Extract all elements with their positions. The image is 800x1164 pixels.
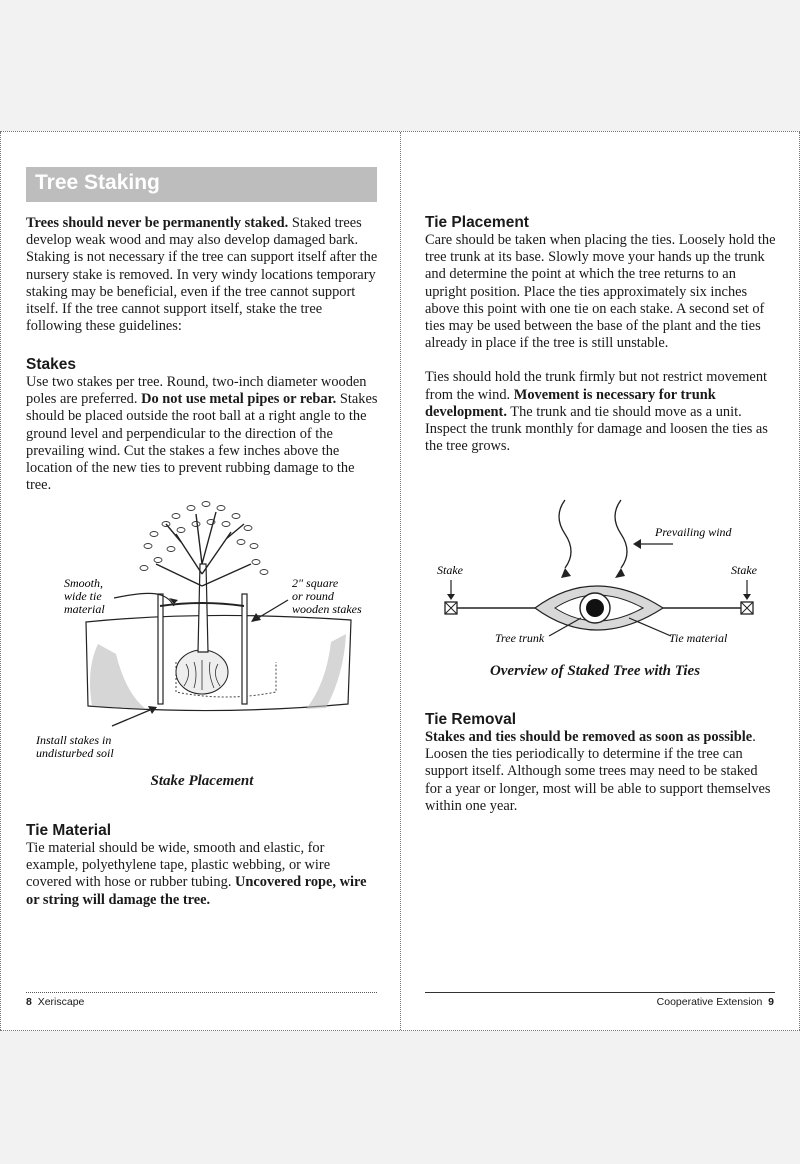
right-footer-title: Cooperative Extension (656, 996, 763, 1008)
label-stake-right: Stake (731, 563, 757, 577)
tie-placement-heading: Tie Placement (425, 214, 529, 231)
right-page-number: 9 (768, 996, 774, 1008)
label-install-1: Install stakes in (36, 733, 112, 747)
stakes-section (26, 355, 378, 494)
right-footer (657, 996, 774, 1008)
tie-placement-p2-bold: Movement is necessary for trunk development. (425, 386, 716, 420)
tie-material-bold: Uncovered rope, wire or string will damage the tree. (26, 874, 367, 908)
left-footer (26, 996, 84, 1008)
tie-pointer (122, 734, 178, 749)
smooth-leader (113, 734, 176, 750)
intro-paragraph (26, 215, 378, 335)
section-banner (26, 167, 377, 202)
wind-line-2 (615, 500, 627, 568)
stakes-bold: Do not use metal pipes or rebar. (141, 391, 337, 408)
intro-text: Staked trees develop weak wood and may also develop damaged bark. Staking is not necessary if the tree can support itself after the nursery stake is removed. In very windy locations temporary staking may be beneficial, even if the tree cannot support itself. If the tree cannot support itself, stake the tree following these guidelines: (26, 215, 378, 335)
tie-arrow (110, 728, 176, 752)
label-smooth-3: material (64, 602, 105, 616)
label-smooth-2: wide tie (64, 589, 102, 603)
leader-line-stakes (258, 600, 288, 618)
tie-placement-section (425, 213, 777, 455)
stakes-text-b: Stakes should be placed outside the root ball at a right angle to the ground level and perpendicular to the direction of the prevailing wind. Cut the stakes a few inches above the location of the new ties to prevent rubbing damage to the tree. (26, 391, 378, 494)
smooth-arrow-line (112, 732, 178, 756)
label-stake-left: Stake (437, 563, 463, 577)
stakes-heading: Stakes (26, 356, 76, 373)
tie-removal-bold: Stakes and ties should be removed as soon as possible (425, 729, 753, 745)
left-page (0, 132, 400, 1030)
tie-placement-p2-text-b: The trunk and tie should move as a unit. Inspect the trunk monthly for damage and loosen the ties as the tree grows. (425, 403, 768, 455)
label-tie-material: Tie material (669, 631, 728, 645)
tie-material-heading: Tie Material (26, 822, 112, 839)
overview-caption: Overview of Staked Tree with Ties (489, 663, 701, 679)
tie-placement-paragraph-2 (425, 369, 777, 455)
label-square-2: or round (292, 589, 334, 603)
banner-title: Tree Staking (35, 171, 160, 194)
trunk-core (586, 599, 604, 617)
tree-trunk (198, 564, 208, 652)
leader-smooth-arrow (112, 733, 176, 744)
wind-arrow-head (633, 539, 641, 549)
wind-arrowhead-2 (615, 568, 625, 578)
tie-placement-paragraph-1: Care should be taken when placing the ties. Loosely hold the tree trunk at its base. Slowly move your hands up the trunk and determine the point at which the tree returns to an upright position. Place the ties approximately six inches above this point with one tie on each stake. A second set of ties may be used between the base of the plant and the ties already in place if the tree is still unstable. (425, 232, 776, 352)
tie-removal-section (425, 710, 777, 815)
label-smooth-1: Smooth, (64, 576, 103, 590)
tie-removal-text: . Loosen the ties periodically to determine if the tree can support itself. Although some trees may need to be staked for a year or longer, most will be able to support themselves within one year. (425, 729, 771, 814)
left-stake (158, 594, 163, 704)
smooth-tie-leader-line (112, 733, 174, 746)
right-stake (242, 594, 247, 704)
leader-smooth (112, 732, 174, 748)
tie-leader (629, 618, 671, 636)
label-tree-trunk: Tree trunk (495, 631, 545, 645)
stake-placement-illustration (26, 494, 378, 764)
left-page-number: 8 (26, 996, 32, 1008)
tie-placement-p2-text-a: Ties should hold the trunk firmly but not restrict movement from the wind. (425, 369, 768, 403)
stake-left-arrow-head (447, 594, 455, 600)
stakes-text-a: Use two stakes per tree. Round, two-inch diameter wooden poles are preferred. (26, 374, 367, 408)
tie-removal-heading: Tie Removal (425, 711, 517, 728)
left-footer-rule (26, 992, 377, 993)
stake-right-arrow-head (743, 594, 751, 600)
left-footer-title: Xeriscape (37, 996, 85, 1008)
pointer-smooth (110, 733, 176, 752)
tie-material-section (26, 821, 378, 909)
label-prevailing-wind: Prevailing wind (655, 525, 732, 539)
tie-material-text: Tie material should be wide, smooth and elastic, for example, polyethylene tape, plastic webbing, or wire covered with hose or rubber tubing. (26, 840, 331, 891)
right-page (400, 132, 800, 1030)
smooth-tie-leader (110, 732, 178, 756)
right-footer-rule (425, 992, 775, 993)
leader-line-smooth-tie (114, 593, 174, 606)
staked-tree-overview-illustration (425, 494, 777, 649)
intro-bold: Trees should never be permanently staked. (26, 215, 289, 231)
label-square-1: 2" square (292, 576, 339, 590)
wind-arrowhead-1 (561, 568, 571, 578)
leader-line-install (112, 710, 150, 726)
leader-smooth-visible (112, 733, 176, 750)
stake-placement-caption: Stake Placement (150, 773, 254, 789)
label-square-3: wooden stakes (292, 602, 362, 616)
wind-line-1 (559, 500, 571, 568)
label-install-2: undisturbed soil (36, 746, 114, 760)
page-spread (0, 131, 800, 1031)
